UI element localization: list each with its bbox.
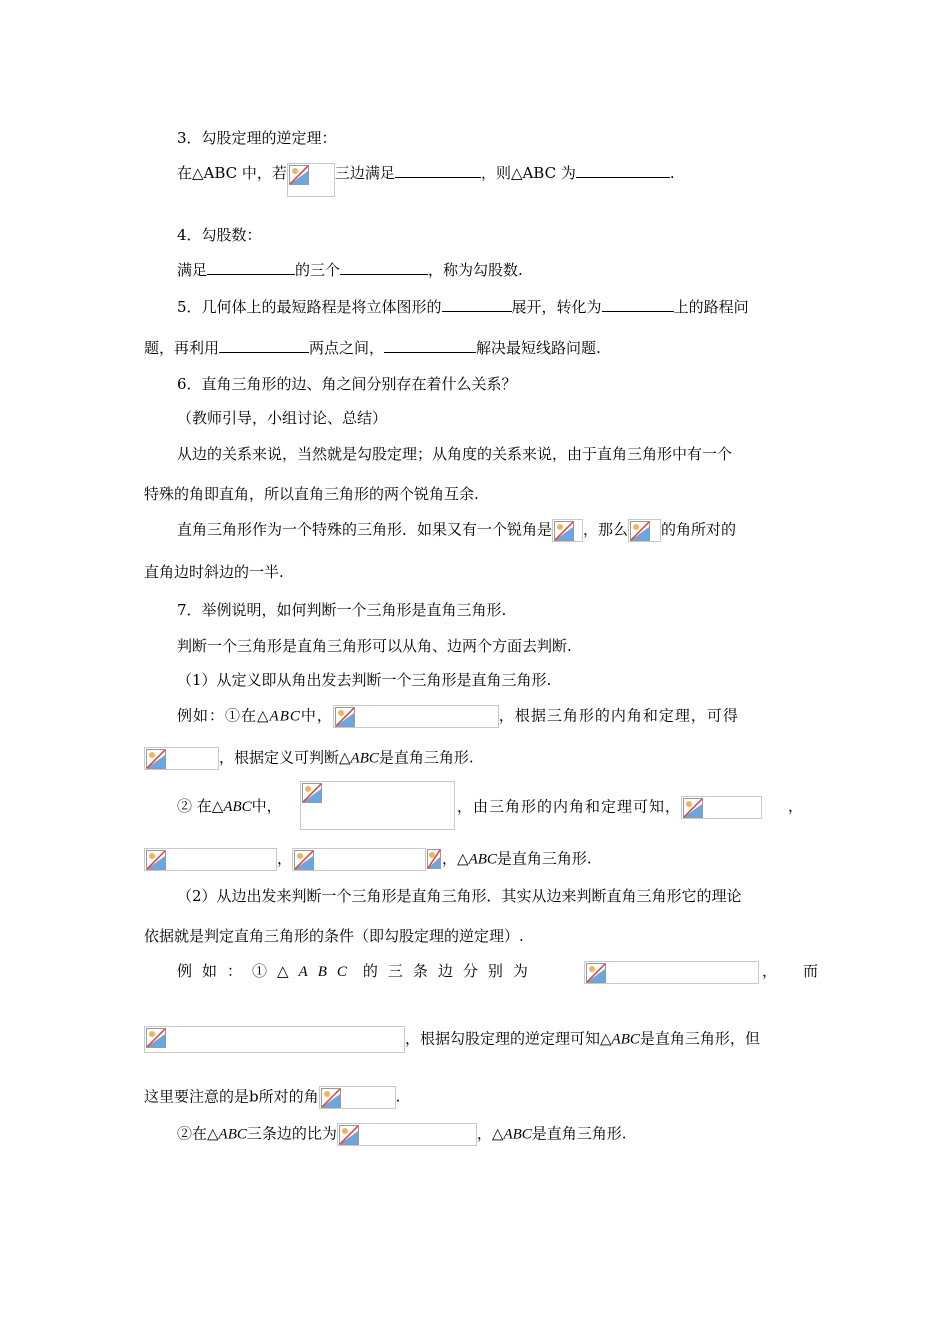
formula-image: [333, 705, 499, 728]
formula-image: [300, 781, 455, 830]
item7-title: 7．举例说明，如何判断一个三角形是直角三角形.: [177, 601, 507, 619]
item6-paragraph2-line1: [177, 519, 736, 542]
text-segment: 满足: [177, 261, 208, 279]
item7-intro: 判断一个三角形是直角三角形可以从角、边两个方面去判断.: [177, 637, 572, 655]
broken-image-icon: [427, 849, 441, 869]
fill-blank[interactable]: [340, 260, 428, 275]
formula-image: [287, 163, 335, 197]
text-segment: .: [395, 1087, 401, 1106]
formula-image: [144, 747, 219, 770]
text-segment: ，根据定义可判断△: [219, 748, 351, 767]
text-segment: 例如：①△: [177, 962, 299, 980]
broken-image-icon: [586, 963, 606, 983]
formula-image: [292, 848, 426, 871]
fill-blank[interactable]: [602, 297, 674, 312]
item7-section2-line1: （2）从边出发来判断一个三角形是直角三角形．其实从边来判断直角三角形它的理论: [177, 887, 742, 905]
broken-image-icon: [554, 521, 574, 541]
broken-image-icon: [146, 749, 166, 769]
broken-image-icon: [683, 798, 703, 818]
text-segment: 在△ABC 中，若: [177, 164, 287, 182]
broken-image-icon: [146, 1028, 166, 1048]
text-segment: 解决最短线路问题.: [476, 339, 601, 357]
item6-paragraph2-line2: 直角边时斜边的一半.: [144, 563, 284, 581]
formula-image: [426, 848, 442, 871]
item6-paragraph1-line1: 从边的关系来说，当然就是勾股定理；从角度的关系来说，由于直角三角形中有一个: [177, 445, 733, 463]
text-segment: 题，再利用: [144, 339, 220, 357]
item7-section1: （1）从定义即从角出发去判断一个三角形是直角三角形.: [177, 671, 552, 689]
item3-statement: [177, 163, 675, 197]
text-segment: 是直角三角形.: [496, 849, 592, 868]
text-segment: ，称为勾股数.: [428, 261, 523, 279]
fill-blank[interactable]: [219, 338, 309, 353]
formula-image: [681, 796, 762, 819]
item6-paragraph1-line2: 特殊的角即直角，所以直角三角形的两个锐角互余.: [144, 485, 479, 503]
formula-image: [337, 1123, 477, 1146]
item5-line2: [144, 338, 601, 358]
text-segment: ，根据三角形的内角和定理，可得: [498, 706, 739, 725]
example3-line2: [144, 1026, 760, 1053]
text-segment: 三边满足: [334, 164, 395, 182]
triangle-name: ABC: [350, 750, 379, 767]
example4-line: [177, 1123, 627, 1146]
formula-image: [584, 961, 759, 984]
broken-image-icon: [289, 165, 309, 185]
formula-image: [144, 848, 277, 871]
text-segment: 上的路程问: [673, 298, 749, 316]
fill-blank[interactable]: [576, 163, 670, 178]
triangle-name: ABC: [611, 1031, 640, 1048]
broken-image-icon: [630, 521, 650, 541]
text-segment: ②在△: [177, 1124, 219, 1143]
text-segment: ，根据勾股定理的逆定理可知△: [405, 1029, 612, 1048]
triangle-name: ABC: [298, 964, 357, 980]
broken-image-icon: [339, 1125, 359, 1145]
text-segment: 这里要注意的是b所对的角: [144, 1087, 319, 1106]
text-segment: 两点之间，: [309, 339, 385, 357]
broken-image-icon: [294, 850, 314, 870]
fill-blank[interactable]: [395, 163, 481, 178]
text-segment: 是直角三角形.: [531, 1124, 627, 1143]
broken-image-icon: [146, 850, 166, 870]
text-segment: 的角所对的: [661, 520, 737, 539]
item6-title: 6．直角三角形的边、角之间分别存在着什么关系？: [177, 375, 517, 393]
text-segment: ，△: [476, 1124, 504, 1143]
formula-image: [144, 1026, 405, 1053]
text-segment: 是直角三角形，但: [639, 1029, 760, 1048]
comma: ，: [788, 797, 804, 815]
text-segment: 直角三角形作为一个特殊的三角形．如果又有一个锐角是: [177, 520, 553, 539]
triangle-name: ABC: [223, 799, 252, 815]
text-segment: ，: [277, 849, 293, 868]
formula-image: [628, 519, 661, 542]
triangle-name: ABC: [503, 1126, 532, 1143]
example1-line2: [144, 747, 474, 770]
example1-line1: [177, 705, 739, 728]
example3-line1: [177, 961, 538, 982]
fill-blank[interactable]: [207, 260, 295, 275]
example3-line3: [144, 1086, 400, 1109]
formula-image: [319, 1086, 396, 1109]
example3-line1-end: ，而: [762, 962, 845, 980]
text-segment: .: [669, 164, 675, 182]
fill-blank[interactable]: [384, 338, 476, 353]
text-segment: ，由三角形的内角和定理可知，: [457, 797, 682, 816]
item7-section2-line2: 依据就是判定直角三角形的条件（即勾股定理的逆定理）.: [144, 927, 524, 945]
text-segment: ，△: [442, 849, 469, 868]
text-segment: 展开，转化为: [511, 298, 602, 316]
item4-title: 4．勾股数：: [177, 226, 262, 244]
broken-image-icon: [321, 1088, 341, 1108]
broken-image-icon: [302, 783, 322, 803]
text-segment: ，那么: [583, 520, 629, 539]
example2-line1-cont: [457, 796, 762, 819]
item6-note: （教师引导，小组讨论、总结）: [177, 409, 388, 427]
triangle-name: ABC: [269, 708, 301, 725]
text-segment: 5．几何体上的最短路程是将立体图形的: [177, 298, 442, 316]
broken-image-icon: [335, 707, 355, 727]
item4-statement: [177, 260, 523, 280]
text-segment: 三条边的比为: [246, 1124, 337, 1143]
triangle-name: ABC: [218, 1126, 247, 1143]
triangle-name: ABC: [468, 851, 497, 868]
item3-title: 3．勾股定理的逆定理：: [177, 129, 337, 147]
example2-line2: [144, 848, 592, 871]
text-segment: 中，: [251, 797, 282, 815]
fill-blank[interactable]: [442, 297, 512, 312]
example2-line1: [177, 796, 282, 817]
text-segment: ② 在△: [177, 797, 224, 815]
formula-image: [552, 519, 583, 542]
text-segment: 例如：①在△: [177, 706, 270, 725]
text-segment: ，则△ABC 为: [480, 164, 576, 182]
text-segment: 的三条边分别为: [362, 962, 538, 980]
text-segment: 的三个: [295, 261, 341, 279]
item5-line1: [177, 297, 749, 317]
text-segment: 是直角三角形.: [378, 748, 474, 767]
text-segment: 中，: [300, 706, 333, 725]
